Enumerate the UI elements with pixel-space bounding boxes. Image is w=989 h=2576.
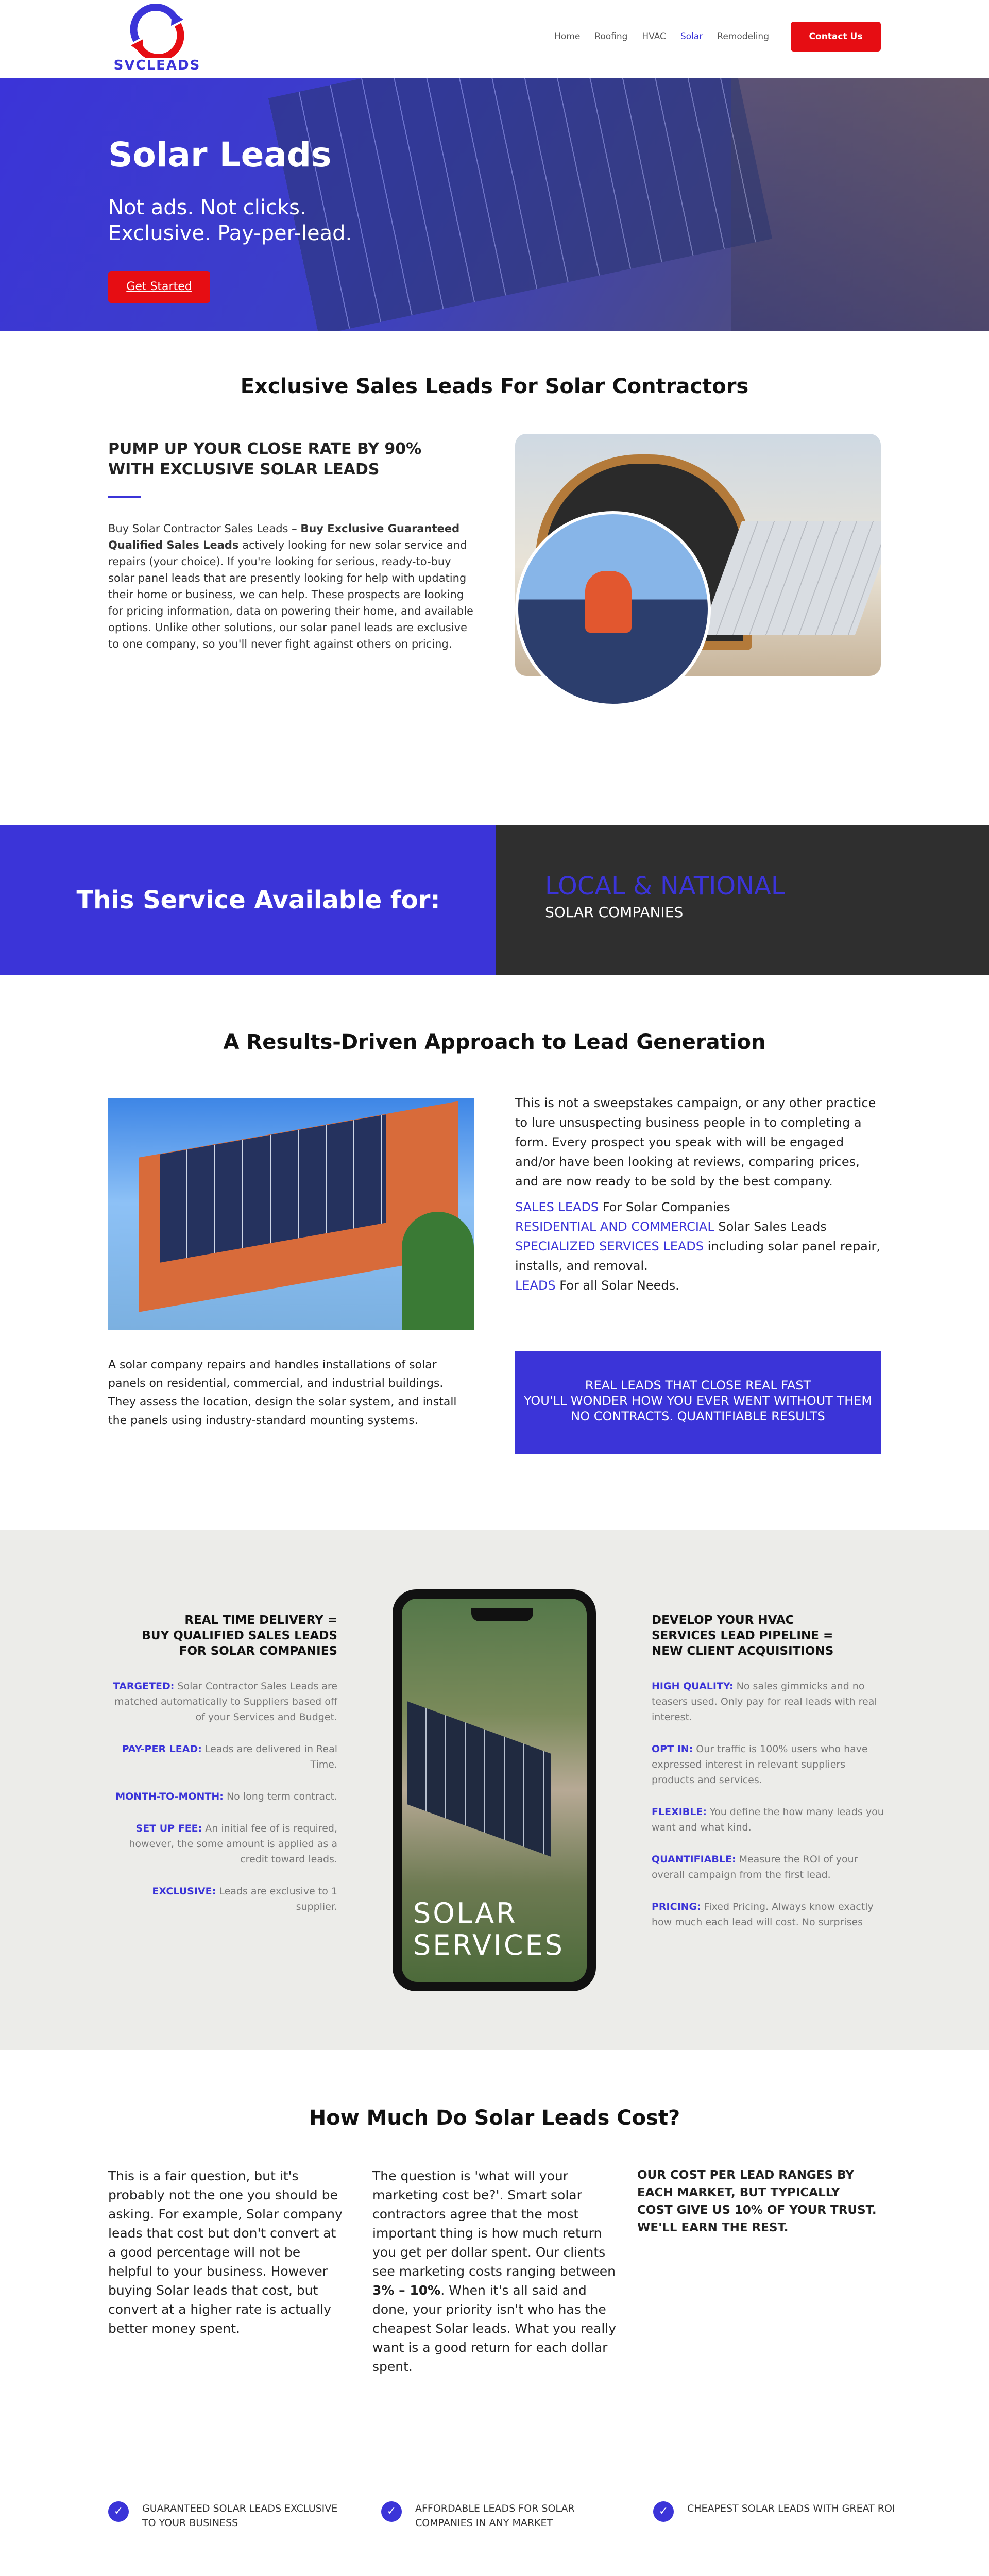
- feature-item: [652, 1899, 886, 1930]
- results-paragraph: This is not a sweepstakes campaign, or any other practice to lure unsuspecting business people in to completing a form. Every prospect you speak with will be engaged and/or have been looking at reviews, comparing prices, and are now ready to be sold by the best company.: [515, 1096, 876, 1189]
- left-features: [108, 1613, 337, 1914]
- body-bold: Buy Exclusive Guaranteed Qualified Sales Leads: [108, 522, 460, 551]
- feature-text: Measure the ROI of your overall campaign from the first lead.: [652, 1854, 858, 1880]
- phone-screen: [402, 1599, 587, 1982]
- feature-label: HIGH QUALITY:: [652, 1681, 734, 1692]
- subheading-line-1: PUMP UP YOUR CLOSE RATE BY 90%: [108, 440, 422, 458]
- solar-pod-image-group: [515, 434, 881, 738]
- check-icon: ✓: [653, 2501, 674, 2522]
- heading-line: BUY QUALIFIED SALES LEADS: [142, 1629, 337, 1642]
- body-rest: actively looking for new solar service and repairs (your choice). If you're looking for serious, ready-to-buy solar panel leads that are presently looking for help with updating their home or business, we can help. These prospects are looking for pricing information, data on powering their home, and available options. Unlike other solutions, our solar panel leads are exclusive to one company, so you'll never fight against others on pricing.: [108, 539, 473, 650]
- results-text: [515, 1093, 881, 1295]
- feature-guaranteed: [108, 2501, 350, 2530]
- hero-background-image: [731, 78, 989, 331]
- hero-banner: [0, 78, 989, 331]
- cost-column-1: This is a fair question, but it's probably not the one you should be asking. For example, Solar company leads that cost but don't convert at a good percentage will not be helpful to your business. However buying Solar leads that cost, but convert at a higher rate is actually better money spent.: [108, 2168, 343, 2336]
- logo-text: SVCLEADS: [113, 58, 201, 73]
- overlay-line: SOLAR: [413, 1897, 518, 1929]
- col2-text-b: . When it's all said and done, your priority isn't who has the cheapest Solar leads. What you really want is a good return for each dollar spent.: [372, 2283, 617, 2374]
- check-icon: ✓: [108, 2501, 129, 2522]
- phone-notch: [471, 1608, 533, 1621]
- specialized-services-link[interactable]: SPECIALIZED SERVICES LEADS: [515, 1239, 704, 1253]
- cost-heading: How Much Do Solar Leads Cost?: [309, 2106, 680, 2130]
- nav-hvac[interactable]: HVAC: [642, 31, 666, 42]
- service-target-panel: [496, 825, 989, 975]
- feature-label: QUANTIFIABLE:: [652, 1854, 736, 1865]
- installer-circle-image: [515, 511, 711, 707]
- list-item-text: including solar panel repair, installs, and removal.: [515, 1239, 881, 1273]
- feature-item: [108, 1884, 337, 1914]
- list-item: [515, 1236, 881, 1276]
- hero-tagline-1: Not ads. Not clicks.: [108, 196, 306, 219]
- service-target-subtitle: SOLAR COMPANIES: [545, 904, 684, 921]
- col2-bold: 3% – 10%: [372, 2283, 441, 2298]
- feature-text: An initial fee of is required, however, the some amount is applied as a credit toward leads.: [129, 1823, 337, 1865]
- hero-solar-roof-image: [268, 78, 772, 331]
- results-list: [515, 1197, 881, 1295]
- get-started-button[interactable]: Get Started: [108, 271, 210, 303]
- feature-label: MONTH-TO-MONTH:: [115, 1791, 224, 1802]
- heading-underline: [108, 496, 141, 498]
- feature-text: Leads are delivered in Real Time.: [201, 1743, 337, 1770]
- list-item-text: Solar Sales Leads: [714, 1219, 827, 1234]
- subheading-line-2: WITH EXCLUSIVE SOLAR LEADS: [108, 461, 380, 479]
- heading-line: DEVELOP YOUR HVAC: [652, 1614, 794, 1627]
- feature-item: [652, 1679, 886, 1725]
- phone-mockup: [393, 1589, 596, 1991]
- callout-line-2: YOU'LL WONDER HOW YOU EVER WENT WITHOUT THEM: [523, 1394, 873, 1408]
- exclusive-body: [108, 520, 474, 652]
- results-heading: A Results-Driven Approach to Lead Generation: [223, 1030, 766, 1054]
- feature-text: You define the how many leads you want and what kind.: [652, 1806, 884, 1833]
- exclusive-leads-section: [0, 331, 989, 825]
- exclusive-subheading: [108, 439, 469, 480]
- feature-label: PAY-PER LEAD:: [122, 1743, 202, 1755]
- feature-text: Solar Contractor Sales Leads are matched automatically to Suppliers based off of your Services and Budget.: [114, 1681, 337, 1723]
- feature-item: [652, 1741, 886, 1788]
- right-features-heading: [652, 1613, 886, 1659]
- site-logo[interactable]: [108, 4, 206, 76]
- callout-line-1: REAL LEADS THAT CLOSE REAL FAST: [585, 1378, 811, 1393]
- solar-house-image: [108, 1098, 474, 1330]
- body-intro: Buy Solar Contractor Sales Leads –: [108, 522, 301, 535]
- hero-tagline-2: Exclusive. Pay-per-lead.: [108, 222, 352, 245]
- feature-affordable: [381, 2501, 623, 2530]
- sales-leads-link[interactable]: SALES LEADS: [515, 1200, 599, 1214]
- feature-text: Our traffic is 100% users who have expressed interest in relevant suppliers products and services.: [652, 1743, 868, 1786]
- feature-label: PRICING:: [652, 1901, 701, 1912]
- service-target-title: LOCAL & NATIONAL: [545, 872, 785, 901]
- feature-label: OPT IN:: [652, 1743, 693, 1755]
- leads-link[interactable]: LEADS: [515, 1278, 556, 1293]
- service-availability-band: [0, 825, 989, 975]
- site-header: [0, 0, 989, 78]
- real-leads-callout: [515, 1351, 881, 1454]
- aerial-solar-roof-image: [407, 1701, 551, 1857]
- list-item: [515, 1197, 881, 1217]
- feature-item: [108, 1741, 337, 1772]
- check-icon: ✓: [381, 2501, 402, 2522]
- feature-item: [652, 1804, 886, 1835]
- list-item: [515, 1217, 881, 1236]
- feature-label: TARGETED:: [113, 1681, 175, 1692]
- nav-solar[interactable]: Solar: [680, 31, 703, 42]
- callout-line-3: NO CONTRACTS. QUANTIFIABLE RESULTS: [571, 1409, 825, 1423]
- feature-text: AFFORDABLE LEADS FOR SOLAR COMPANIES IN ANY MARKET: [415, 2503, 575, 2529]
- results-section: [0, 975, 989, 1530]
- left-features-heading: [108, 1613, 337, 1659]
- cost-section: [0, 2050, 989, 2576]
- logo-mark-icon: [108, 4, 206, 58]
- feature-cheapest: [653, 2501, 895, 2522]
- overlay-line: SERVICES: [413, 1929, 565, 1961]
- nav-roofing[interactable]: Roofing: [594, 31, 628, 42]
- residential-commercial-link[interactable]: RESIDENTIAL AND COMMERCIAL: [515, 1219, 714, 1234]
- exclusive-heading: Exclusive Sales Leads For Solar Contractors: [240, 375, 749, 398]
- feature-label: EXCLUSIVE:: [152, 1886, 216, 1897]
- heading-line: FOR SOLAR COMPANIES: [179, 1645, 337, 1658]
- list-item: [515, 1276, 881, 1295]
- contact-us-button[interactable]: Contact Us: [791, 22, 881, 52]
- installer-figure: [585, 571, 632, 633]
- main-nav: [554, 22, 881, 52]
- right-features: [652, 1613, 886, 1930]
- feature-item: [652, 1852, 886, 1883]
- phone-overlay-text: [413, 1897, 565, 1961]
- feature-label: SET UP FEE:: [135, 1823, 202, 1834]
- feature-text: GUARANTEED SOLAR LEADS EXCLUSIVE TO YOUR BUSINESS: [142, 2503, 338, 2529]
- feature-label: FLEXIBLE:: [652, 1806, 707, 1818]
- list-item-text: For all Solar Needs.: [555, 1278, 679, 1293]
- feature-item: [108, 1789, 337, 1804]
- feature-item: [108, 1679, 337, 1725]
- list-item-text: For Solar Companies: [599, 1200, 730, 1214]
- cost-column-2: [372, 2166, 617, 2376]
- tree-shape: [402, 1212, 474, 1330]
- pipeline-section: [0, 1530, 989, 2050]
- hero-title: Solar Leads: [108, 135, 332, 175]
- col2-text-a: The question is 'what will your marketing cost be?'. Smart solar contractors agree that the most important thing is how much return you get per dollar spent. Our clients see marketing costs ranging between: [372, 2168, 616, 2279]
- cost-column-3: OUR COST PER LEAD RANGES BY EACH MARKET, BUT TYPICALLY COST GIVE US 10% OF YOUR TRUST. WE'LL EARN THE REST.: [637, 2168, 877, 2234]
- feature-text: CHEAPEST SOLAR LEADS WITH GREAT ROI: [687, 2503, 895, 2514]
- feature-text: No sales gimmicks and no teasers used. Only pay for real leads with real interest.: [652, 1681, 877, 1723]
- nav-home[interactable]: Home: [554, 31, 581, 42]
- feature-text: No long term contract.: [223, 1791, 337, 1802]
- heading-line: NEW CLIENT ACQUISITIONS: [652, 1645, 834, 1658]
- service-available-label: This Service Available for:: [0, 825, 496, 975]
- heading-line: REAL TIME DELIVERY =: [184, 1614, 337, 1627]
- feature-text: Fixed Pricing. Always know exactly how much each lead will cost. No surprises: [652, 1901, 874, 1928]
- solar-company-description: A solar company repairs and handles installations of solar panels on residential, commercial, and industrial buildings. They assess the location, design the solar system, and install the panels using industry-standard mounting systems.: [108, 1359, 457, 1427]
- heading-line: SERVICES LEAD PIPELINE =: [652, 1629, 833, 1642]
- nav-remodeling[interactable]: Remodeling: [717, 31, 769, 42]
- feature-text: Leads are exclusive to 1 supplier.: [216, 1886, 337, 1912]
- feature-item: [108, 1821, 337, 1867]
